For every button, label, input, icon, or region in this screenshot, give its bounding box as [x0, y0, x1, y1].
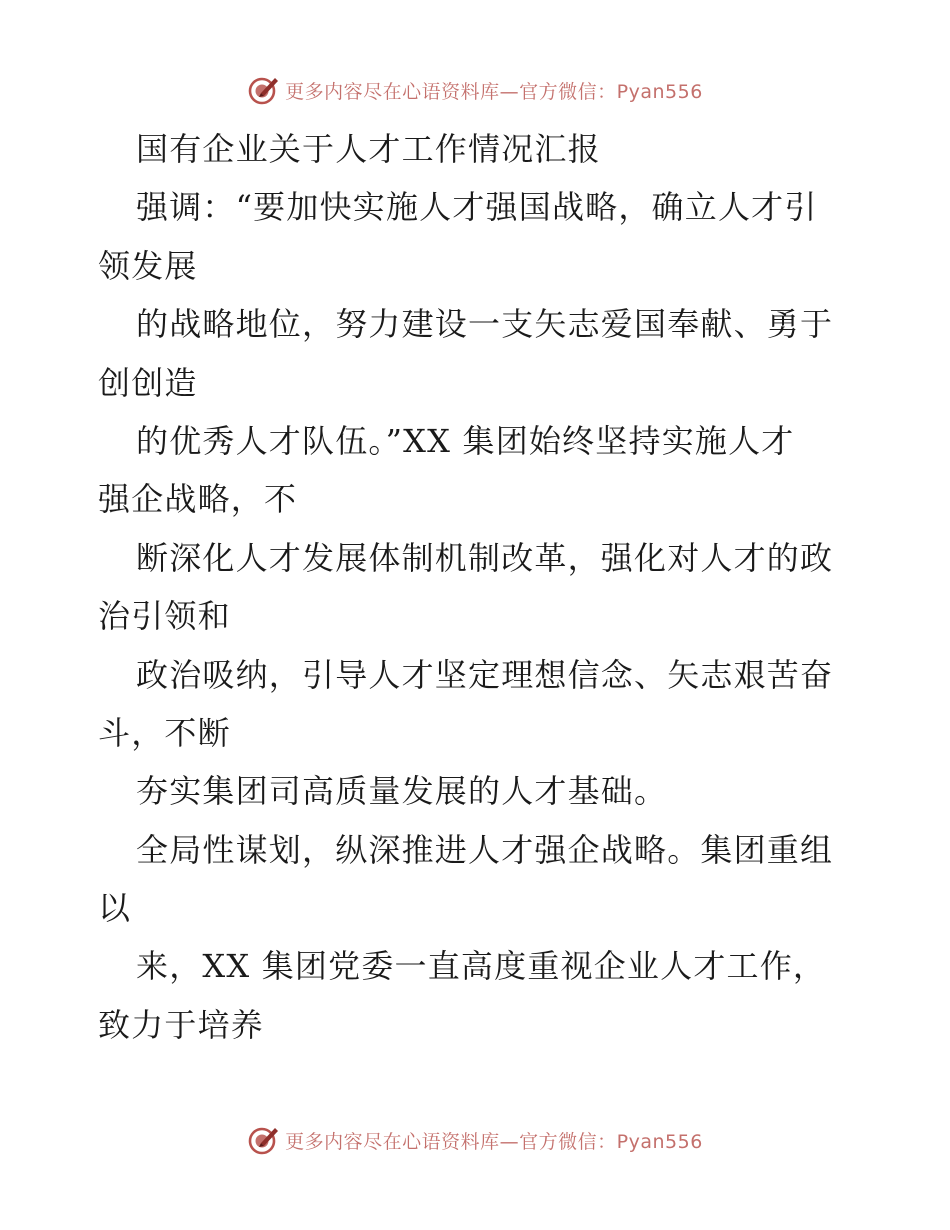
header-watermark [0, 72, 950, 108]
paragraph-line: 治引领和 [98, 597, 231, 636]
paragraph-line: 斗，不断 [98, 713, 231, 752]
paragraph-line: 领发展 [98, 246, 198, 285]
document-body [98, 120, 858, 1054]
paragraph-line: 断深化人才发展体制机制改革，强化对人才的政 [136, 538, 834, 577]
paragraph-line: 夯实集团司高质量发展的人才基础。 [136, 772, 668, 811]
fountain-pen-logo-icon [247, 73, 281, 107]
paragraph-line: 政治吸纳，引导人才坚定理想信念、矢志艰苦奋 [136, 655, 834, 694]
paragraph-line: 以 [98, 889, 132, 928]
paragraph-line: 全局性谋划，纵深推进人才强企战略。集团重组 [136, 830, 834, 869]
paragraph-line: 来，XX 集团党委一直高度重视企业人才工作， [136, 947, 827, 986]
paragraph-line: 强企战略，不 [98, 480, 298, 519]
footer-watermark [0, 1122, 950, 1158]
paragraph-line: 强调：“要加快实施人才强国战略，确立人才引 [136, 188, 818, 227]
fountain-pen-logo-icon [247, 1123, 281, 1157]
watermark-text: 更多内容尽在心语资料库—官方微信：Pyan556 [285, 80, 703, 103]
watermark-text: 更多内容尽在心语资料库—官方微信：Pyan556 [285, 1130, 703, 1153]
paragraph-line: 致力于培养 [98, 1005, 265, 1044]
paragraph-line: 的优秀人才队伍。”XX 集团始终坚持实施人才 [136, 421, 795, 460]
paragraph-line: 创创造 [98, 363, 198, 402]
paragraph-line: 的战略地位，努力建设一支矢志爱国奉献、勇于 [136, 305, 834, 344]
paragraph-line: 国有企业关于人才工作情况汇报 [136, 130, 601, 168]
